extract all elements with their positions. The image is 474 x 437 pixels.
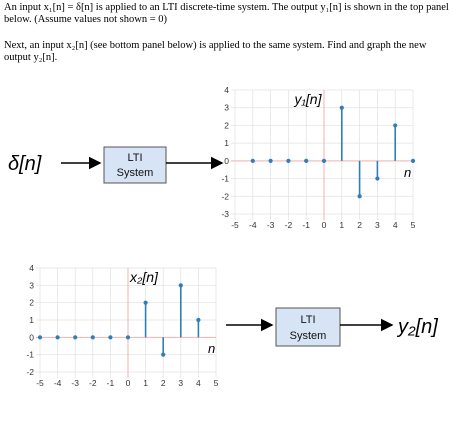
y1-x-tick-label: 0 <box>321 220 327 230</box>
x2-point <box>38 335 42 339</box>
x2-plot-title: x₂[n] <box>130 269 158 285</box>
y1-x-tick-label: 4 <box>392 220 398 230</box>
y1-x-axis-label: n <box>404 165 412 180</box>
y1-x-tick-label: -4 <box>249 220 257 230</box>
y1-y-tick-label: 0 <box>224 155 229 166</box>
x2-x-tick-label: 3 <box>178 378 184 388</box>
y1-y-tick-label: 1 <box>224 138 229 149</box>
x2-point <box>179 283 183 287</box>
lti-box-bottom-line2: System <box>289 330 327 342</box>
x2-point <box>91 335 95 339</box>
y1-y-tick-label: 3 <box>224 102 229 113</box>
x2-y-tick-label: 0 <box>29 332 34 343</box>
y1-point <box>340 106 344 110</box>
problem-line-4: output y₂[n]. <box>4 52 58 63</box>
y1-point <box>411 159 415 163</box>
x2-point <box>196 318 200 322</box>
y1-x-tick-label: -3 <box>266 220 275 230</box>
y1-y-tick-label: -1 <box>221 173 229 184</box>
output-label: y₂[n] <box>398 316 438 338</box>
y1-x-tick-label: -2 <box>284 220 293 230</box>
y1-y-tick-label: -2 <box>221 191 229 202</box>
x2-y-tick-label: 4 <box>29 263 34 273</box>
x2-x-tick-label: 2 <box>160 378 166 388</box>
y1-point <box>286 159 290 163</box>
y1-y-tick-label: -3 <box>221 209 229 219</box>
problem-line-3: Next, an input x₂[n] (see bottom panel below) is applied to the same system. Find and graph the new <box>4 40 427 51</box>
y1-x-tick-label: -5 <box>231 220 239 230</box>
x2-x-tick-label: -3 <box>71 378 79 388</box>
x2-x-tick-label: -1 <box>106 378 115 388</box>
lti-box-bottom-line1: LTI <box>300 314 316 326</box>
y1-y-tick-label: 4 <box>224 85 229 95</box>
y1-point <box>358 194 362 198</box>
lti-box-top-line1: LTI <box>127 152 143 164</box>
y1-point <box>393 123 397 127</box>
y1-point <box>375 176 379 180</box>
x2-point <box>73 335 77 339</box>
x2-point <box>144 301 148 305</box>
y1-point <box>251 159 255 163</box>
input-label: δ[n] <box>8 153 42 175</box>
x2-point <box>126 335 130 339</box>
y1-point <box>304 159 308 163</box>
x2-y-tick-label: 2 <box>29 297 34 308</box>
y1-plot-title: y₁[n] <box>294 91 322 107</box>
y1-point <box>269 159 273 163</box>
x2-x-tick-label: 1 <box>143 378 148 388</box>
y1-x-tick-label: 5 <box>410 220 416 230</box>
x2-x-tick-label: -5 <box>36 378 44 388</box>
x2-point <box>56 335 60 339</box>
x2-x-tick-label: 5 <box>213 378 219 388</box>
x2-y-tick-label: 1 <box>29 315 34 325</box>
y1-x-tick-label: 1 <box>339 220 345 230</box>
x2-x-tick-label: -2 <box>89 378 97 388</box>
x2-point <box>161 353 165 357</box>
problem-line-2: below. (Assume values not shown = 0) <box>4 14 168 25</box>
y1-x-tick-label: 3 <box>375 220 380 230</box>
x2-x-tick-label: 0 <box>125 378 131 388</box>
y1-point <box>322 159 326 163</box>
x2-x-axis-label: n <box>208 341 216 356</box>
x2-stem-plot <box>26 263 218 388</box>
x2-point <box>108 335 112 339</box>
x2-x-tick-label: -4 <box>53 378 62 388</box>
x2-x-tick-label: 4 <box>196 378 201 388</box>
y1-x-tick-label: -1 <box>302 220 310 230</box>
lti-box-top-line2: System <box>116 167 154 179</box>
x2-y-tick-label: -1 <box>26 349 34 360</box>
y1-x-tick-label: 2 <box>357 220 362 230</box>
x2-y-tick-label: 3 <box>29 280 34 291</box>
problem-line-1: An input x₁[n] = δ[n] is applied to an LTI discrete-time system. The output y₁[n] is shown in the top panel <box>4 2 449 13</box>
x2-y-tick-label: -2 <box>26 367 34 377</box>
y1-y-tick-label: 2 <box>224 120 229 131</box>
